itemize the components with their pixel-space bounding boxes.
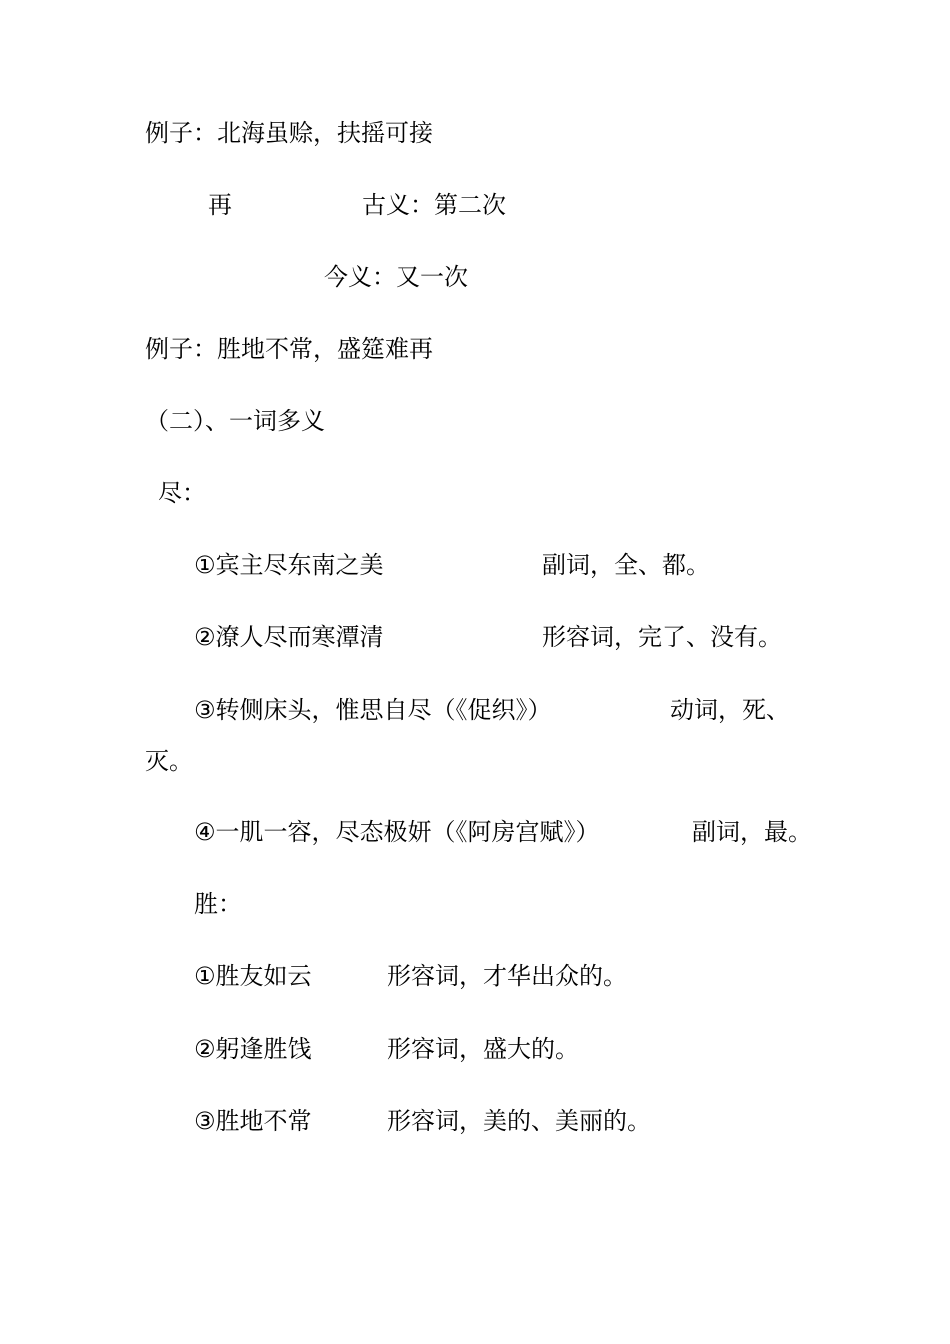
usage-meaning: 形容词，才华出众的。 — [387, 962, 627, 990]
usage-meaning: 形容词，盛大的。 — [387, 1035, 579, 1063]
usage-phrase: ①胜友如云 — [194, 962, 312, 990]
usage-meaning: 形容词，完了、没有。 — [542, 623, 782, 651]
usage-meaning: 形容词，美的、美丽的。 — [387, 1107, 651, 1135]
usage-meaning: 副词，最。 — [692, 818, 812, 846]
usage-meaning: 副词，全、都。 — [542, 551, 710, 579]
section-heading: （二）、一词多义 — [145, 407, 325, 435]
usage-phrase: ②潦人尽而寒潭清 — [194, 623, 384, 651]
usage-meaning-continued: 灭。 — [145, 747, 193, 775]
usage-meaning: 动词，死、 — [670, 696, 790, 724]
term-heading-jin: 尽： — [158, 479, 206, 507]
usage-phrase: ①宾主尽东南之美 — [194, 551, 384, 579]
example-line: 例子：北海虽赊，扶摇可接 — [145, 119, 433, 147]
ancient-meaning: 古义：第二次 — [362, 191, 506, 219]
term-zai: 再 — [208, 191, 232, 219]
modern-meaning: 今义：又一次 — [324, 263, 468, 291]
usage-phrase: ③胜地不常 — [194, 1107, 312, 1135]
usage-phrase: ③转侧床头，惟思自尽（《促织》） — [194, 696, 552, 724]
example-line: 例子：胜地不常，盛筵难再 — [145, 335, 433, 363]
usage-phrase: ④一肌一容，尽态极妍（《阿房宫赋》） — [194, 818, 600, 846]
term-heading-sheng: 胜： — [194, 890, 242, 918]
usage-phrase: ②躬逢胜饯 — [194, 1035, 312, 1063]
